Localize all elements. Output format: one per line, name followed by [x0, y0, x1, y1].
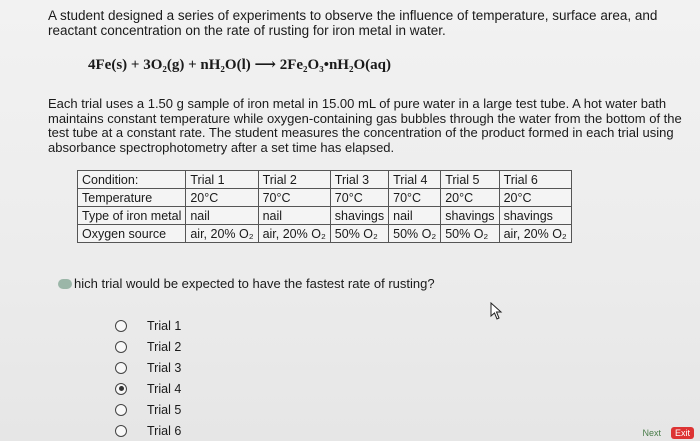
radio-button[interactable] [115, 404, 127, 416]
table-cell: shavings [330, 207, 388, 225]
table-cell: Temperature [78, 189, 186, 207]
table-cell: 20°C [499, 189, 571, 207]
table-cell: nail [389, 207, 441, 225]
table-row [78, 225, 572, 243]
chemical-equation: 4Fe(s) + 3O₂(g) + nH₂O(l) ⟶ 2Fe₂O₃•nH₂O(aq) [88, 57, 391, 73]
table-cell: air, 20% O₂ [258, 225, 330, 243]
answer-option-label: Trial 4 [147, 381, 182, 396]
answer-option[interactable] [115, 399, 225, 420]
radio-button[interactable] [115, 341, 127, 353]
table-row [78, 207, 572, 225]
question-prompt: hich trial would be expected to have the fastest rate of rusting? [74, 276, 435, 291]
table-cell: 70°C [258, 189, 330, 207]
question-prompt-row [58, 276, 435, 291]
table-cell: 70°C [330, 189, 388, 207]
mouse-cursor-icon [489, 302, 505, 320]
answer-options [115, 315, 225, 441]
table-cell: Trial 1 [186, 171, 258, 189]
answer-option-label: Trial 6 [147, 423, 182, 438]
table-cell: Trial 3 [330, 171, 388, 189]
table-cell: nail [186, 207, 258, 225]
answer-option[interactable] [115, 378, 225, 399]
table-cell: shavings [499, 207, 571, 225]
experiment-description: Each trial uses a 1.50 g sample of iron metal in 15.00 mL of pure water in a large test tube. A hot water bath maintains constant temperature while oxygen-containing gas bubbles through the water from the bottom of the test tube at a constant rate. The student measures the concentration of the product formed in each trial using absorbance spectrophotometry after a set time has elapsed. [48, 96, 682, 155]
footer-nav [638, 427, 694, 439]
table-cell: nail [258, 207, 330, 225]
table-cell: Condition: [78, 171, 186, 189]
table-cell: Type of iron metal [78, 207, 186, 225]
conditions-table [77, 170, 572, 243]
table-cell: air, 20% O₂ [499, 225, 571, 243]
answer-option[interactable] [115, 357, 225, 378]
answer-option-label: Trial 3 [147, 360, 182, 375]
answer-option-label: Trial 2 [147, 339, 182, 354]
answer-option-label: Trial 1 [147, 318, 182, 333]
radio-button[interactable] [115, 425, 127, 437]
answer-option-label: Trial 5 [147, 402, 182, 417]
table-cell: Trial 6 [499, 171, 571, 189]
radio-button[interactable] [115, 362, 127, 374]
exit-button[interactable]: Exit [671, 427, 694, 439]
radio-button[interactable] [115, 383, 127, 395]
answer-option[interactable] [115, 420, 225, 441]
next-button[interactable]: Next [642, 428, 661, 438]
table-cell: 50% O₂ [441, 225, 499, 243]
table-row [78, 189, 572, 207]
question-intro: A student designed a series of experiments to observe the influence of temperature, surface area, and reactant concentration on the rate of rusting for iron metal in water. [48, 8, 658, 38]
table-cell: shavings [441, 207, 499, 225]
table-cell: air, 20% O₂ [186, 225, 258, 243]
answer-option[interactable] [115, 315, 225, 336]
radio-button[interactable] [115, 320, 127, 332]
answer-option[interactable] [115, 336, 225, 357]
table-cell: 70°C [389, 189, 441, 207]
table-row [78, 171, 572, 189]
table-cell: 50% O₂ [330, 225, 388, 243]
table-cell: 20°C [186, 189, 258, 207]
question-marker-icon [58, 279, 72, 289]
table-cell: 50% O₂ [389, 225, 441, 243]
table-cell: Oxygen source [78, 225, 186, 243]
table-cell: Trial 4 [389, 171, 441, 189]
table-cell: Trial 5 [441, 171, 499, 189]
table-cell: 20°C [441, 189, 499, 207]
table-cell: Trial 2 [258, 171, 330, 189]
